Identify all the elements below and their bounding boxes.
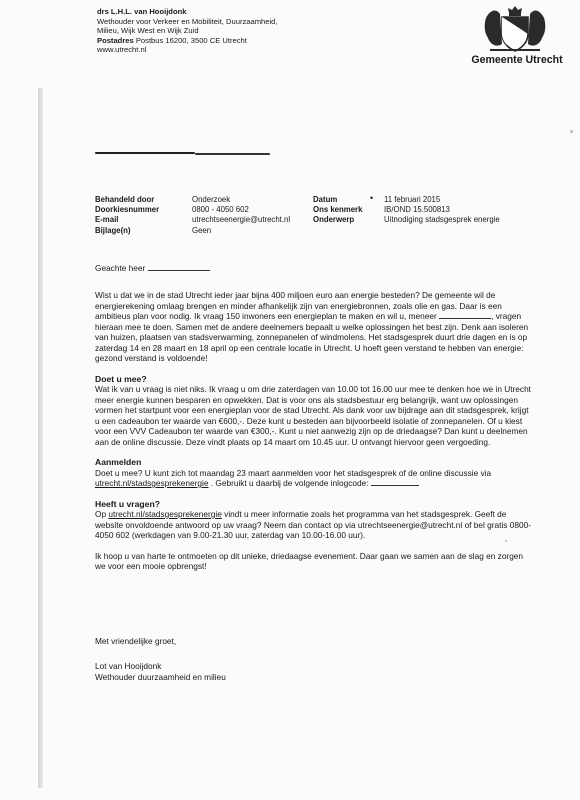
gemeente-logo [456, 4, 576, 74]
meta-label: Doorkiesnummer [95, 205, 160, 215]
meta-value: 11 februari 2015 [384, 195, 441, 204]
salutation-name-blank [148, 270, 210, 271]
section-title-vragen: Heeft u vragen? [95, 498, 160, 509]
meta-value: IB/OND 15.500813 [384, 205, 450, 215]
sender-website: www.utrecht.nl [97, 45, 147, 55]
intro-name-blank [439, 318, 491, 319]
sender-postal-label: Postadres [97, 35, 134, 45]
meta-label: Ons kenmerk [313, 205, 363, 215]
greeting: Met vriendelijke groet, [95, 636, 177, 646]
inlogcode-blank [371, 485, 419, 486]
aanmelden-text-after: . Gebruikt u daarbij de volgende inlogcode: [210, 478, 369, 488]
meta-label: Datum [313, 195, 338, 204]
meta-value: utrechtseenergie@utrecht.nl [192, 215, 291, 225]
aanmelden-paragraph [95, 468, 535, 489]
meta-right-values [384, 195, 500, 226]
salutation-text: Geachte heer [95, 263, 146, 273]
redacted-recipient-address [95, 152, 195, 154]
signatory-role: Wethouder duurzaamheid en milieu [95, 671, 226, 682]
meta-value: Uitnodiging stadsgesprek energie [384, 215, 500, 225]
meta-label: Onderwerp [313, 215, 355, 225]
meta-left-labels [95, 195, 159, 236]
vragen-text-before: Op [95, 509, 107, 519]
vragen-link[interactable]: utrecht.nl/stadsgesprekenergie [108, 509, 222, 519]
sender-role-line1: Wethouder voor Verkeer en Mobiliteit, Duurzaamheid, [97, 16, 278, 26]
date-mark-icon: • [370, 193, 374, 203]
closing-paragraph: Ik hoop u van harte te ontmoeten op dit unieke, driedaagse evenement. Daar gaan we samen aan de slag en zorgen we voor een mooie opbrengst! [95, 550, 524, 571]
meta-value: Geen [192, 225, 212, 235]
meta-label: Bijlage(n) [95, 225, 131, 235]
sender-postal-value: Postbus 16200, 3500 CE Utrecht [135, 35, 247, 45]
intro-text-before: Wist u dat we in de stad Utrecht ieder jaar bijna 400 miljoen euro aan energie besteden? De gemeente wil de energierekening omlaag brengen en minder afhankelijk zijn van energiebronnen, zoals olie en gas. Daar is een ambitieus plan voor nodig. Ik vraag 150 inwoners een energieplan te maken en wil u, meneer [95, 290, 502, 321]
sender-block [97, 7, 278, 55]
gemeente-logo-text: Gemeente Utrecht [471, 54, 563, 66]
meta-value: Onderzoek [192, 195, 231, 204]
meta-left-values [192, 195, 290, 236]
signatory-block [95, 661, 226, 682]
doet-u-mee-paragraph: Wat ik van u vraag is niet niks. Ik vraag u om drie zaterdagen van 10.00 tot 16.00 uur mee te denken hoe we in Utrecht meer energie kunnen besparen en opwekken. Dat is voor ons als stadsbestuur erg belangrijk, want uw oplossingen vormen het startpunt voor een energieplan voor de stad Utrecht. Als dank voor uw bijdrage aan dit stadsgesprek, krijgt u een cadeaubon ter waarde van €600,-. Deze kunt u besteden aan bijvoorbeeld isolatie of zonnepanelen. Of u kiest voor een VVV Cadeaubon ter waarde van €300,-. Kunt u niet aanwezig zijn op de driedaagse? Dan kunt u deelnemen aan de online discussie. Deze vindt plaats op 14 maart om 10.45 uur. U ontvangt hiervoor geen vergoeding. [95, 384, 531, 447]
sender-postal [97, 36, 278, 46]
aanmelden-text-before: Doet u mee? U kunt zich tot maandag 23 maart aanmelden voor het stadsgesprek of de online discussie via [95, 467, 492, 478]
redacted-recipient-address [195, 153, 270, 155]
city-coat-of-arms-icon [480, 4, 550, 54]
meta-value: 0800 - 4050 602 [192, 205, 249, 215]
section-title-doet-u-mee: Doet u mee? [95, 373, 147, 384]
letter-body [95, 290, 535, 572]
scan-shadow-edge [38, 88, 43, 788]
sender-role-line2: Milieu, Wijk West en Wijk Zuid [97, 26, 199, 36]
intro-text-after: , vragen hieraan mee te doen. Samen met de andere deelnemers bepaalt u welke oplossingen het best zijn. Denk aan isoleren van huizen, plaatsen van stadsverwarming, zonnepanelen of windmolens. Het stadsgesprek duurt drie dagen en is op zaterdag 14 en 28 maart en 18 april op een centrale locatie in Utrecht. U hoeft geen verstand te hebben van energie: gezond verstand is voldoende! [95, 311, 529, 363]
meta-label: E-mail [95, 215, 119, 225]
intro-paragraph [95, 290, 535, 364]
salutation [95, 263, 210, 273]
meta-right-labels [313, 195, 362, 226]
signatory-name: Lot van Hooijdonk [95, 661, 162, 671]
section-title-aanmelden: Aanmelden [95, 457, 142, 467]
sender-name: drs L.H.L. van Hooijdonk [97, 7, 187, 16]
aanmelden-link[interactable]: utrecht.nl/stadsgesprekenergie [95, 478, 209, 488]
vragen-paragraph [95, 509, 535, 541]
vragen-text-after: vindt u meer informatie zoals het programma van het stadsgesprek. Geeft de website onvoldoende antwoord op uw vraag? Neem dan contact op via utrechtseenergie@utrecht.nl of bel gratis 0800-4050 602 (werkdagen van 9.00-21.30 uur, zaterdag van 10.00-16.00 uur). [95, 509, 531, 540]
scan-speck [570, 130, 573, 133]
meta-label: Behandeld door [95, 195, 155, 204]
